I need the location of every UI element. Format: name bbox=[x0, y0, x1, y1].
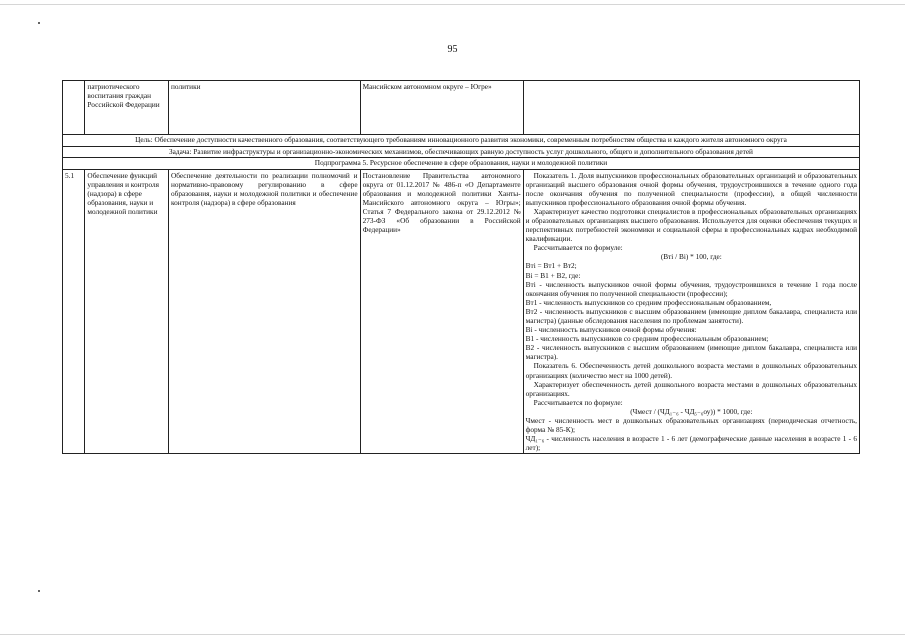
indicator-paragraph: В2 - численность выпускников с высшим образованием (имеющие диплом бакалавра, специалиста или магистра). bbox=[525, 343, 857, 362]
indicator-paragraph: Характеризует обеспеченность детей дошкольного возраста местами в дошкольных образовательных организациях. bbox=[525, 379, 857, 398]
task-row bbox=[63, 146, 860, 158]
cell-num bbox=[63, 81, 85, 135]
scan-speck bbox=[38, 590, 40, 592]
indicator-paragraph: Показатель 1. Доля выпускников профессиональных образовательных организаций и образовательных организаций высшего образования очной формы обучения, трудоустроившихся в течение одного года после окончания обучения по полученной специальности (профессии), в общей численности выпускников профессионального образования очной формы обучения. bbox=[525, 170, 857, 207]
cell-indicators bbox=[523, 81, 859, 135]
scan-speck bbox=[38, 22, 40, 24]
indicator-paragraph: Ві = В1 + В2, где: bbox=[525, 270, 581, 280]
cell-name: Обеспечение функций управления и контроля (надзора) в сфере образования, науки и молодежной политики bbox=[85, 169, 169, 454]
formula: (Вті / Ві) * 100, где: bbox=[660, 252, 722, 262]
cell-name: патриотического воспитания граждан Российской Федерации bbox=[85, 81, 169, 135]
indicator-paragraph: Вті - численность выпускников очной формы обучения, трудоустроившихся в течение 1 года после окончания обучения по полученной специальности (профессии); bbox=[525, 279, 857, 298]
page-number: 95 bbox=[447, 44, 458, 55]
cell-indicators bbox=[523, 169, 859, 454]
goal-row bbox=[63, 135, 860, 147]
table-row bbox=[63, 169, 860, 454]
indicator-paragraph: Рассчитывается по формуле: bbox=[533, 243, 623, 253]
indicator-paragraph: Показатель 6. Обеспеченность детей дошкольного возраста местами в дошкольных образовательных организациях (количество мест на 1000 детей). bbox=[525, 361, 857, 380]
subprogram-row bbox=[63, 158, 860, 170]
indicator-paragraph: Вт2 - численность выпускников с высшим образованием (имеющие диплом бакалавра, специалиста или магистра) (данные обследования населения по проблемам занятости). bbox=[525, 306, 857, 325]
cell-num: 5.1 bbox=[63, 169, 85, 454]
indicator-paragraph: В1 - численность выпускников со средним профессиональным образованием; bbox=[525, 334, 769, 344]
cell-basis: Мансийском автономном округе – Югре» bbox=[360, 81, 523, 135]
indicator-paragraph: Вт1 - численность выпускников со средним профессиональным образованием, bbox=[525, 297, 772, 307]
indicator-paragraph: ЧД₁₋₆ - численность населения в возрасте 1 - 6 лет (демографические данные населения в возрасте 1 - 6 лет); bbox=[525, 434, 857, 453]
indicator-paragraph: Чмест - численность мест в дошкольных образовательных организациях (периодическая отчетность, форма № 85-К); bbox=[525, 416, 857, 435]
table-row bbox=[63, 81, 860, 135]
indicator-paragraph: Характеризует качество подготовки специалистов в профессиональных образовательных организациях и образовательных организациях высшего образования. Используется для оценки обеспечения текущих и перспективных потребностей экономики и социальной сферы в профессиональных кадрах необходимой квалификации. bbox=[525, 206, 857, 244]
scan-edge-top bbox=[0, 4, 905, 5]
cell-content: политики bbox=[168, 81, 360, 135]
task-text: Задача: Развитие инфраструктуры и организационно-экономических механизмов, обеспечивающих равную доступность услуг дошкольного, общего и дополнительного образования детей bbox=[63, 146, 860, 158]
formula: (Чмест / (ЧД₁₋₆ - ЧД₅₋₆оу)) * 1000, где: bbox=[630, 406, 753, 416]
goal-text: Цель: Обеспечение доступности качественного образования, соответствующего требованиям инновационного развития экономики, современным потребностям общества и каждого жителя автономного округа bbox=[63, 135, 860, 147]
indicator-paragraph: Вті = Вт1 + Вт2; bbox=[525, 261, 577, 271]
cell-content: Обеспечение деятельности по реализации полномочий и нормативно-правовому регулированию в сфере образования, науки и молодежной политики и обеспечение контроля (надзора) в сфере образования bbox=[168, 169, 360, 454]
subprogram-title: Подпрограмма 5. Ресурсное обеспечение в сфере образования, науки и молодежной политики bbox=[63, 158, 860, 170]
indicator-paragraph: Рассчитывается по формуле: bbox=[533, 397, 623, 407]
indicator-paragraph: Ві - численность выпускников очной формы обучения: bbox=[525, 325, 697, 335]
cell-basis: Постановление Правительства автономного округа от 01.12.2017 № 486-п «О Департаменте образования и молодежной политики Ханты-Мансийского автономного округа – Югры»; Статья 7 Федерального закона от 29.12.2012 № 273-ФЗ «Об образовании в Российской Федерации» bbox=[360, 169, 523, 454]
program-table bbox=[62, 80, 860, 454]
scan-edge-bottom bbox=[0, 634, 905, 635]
